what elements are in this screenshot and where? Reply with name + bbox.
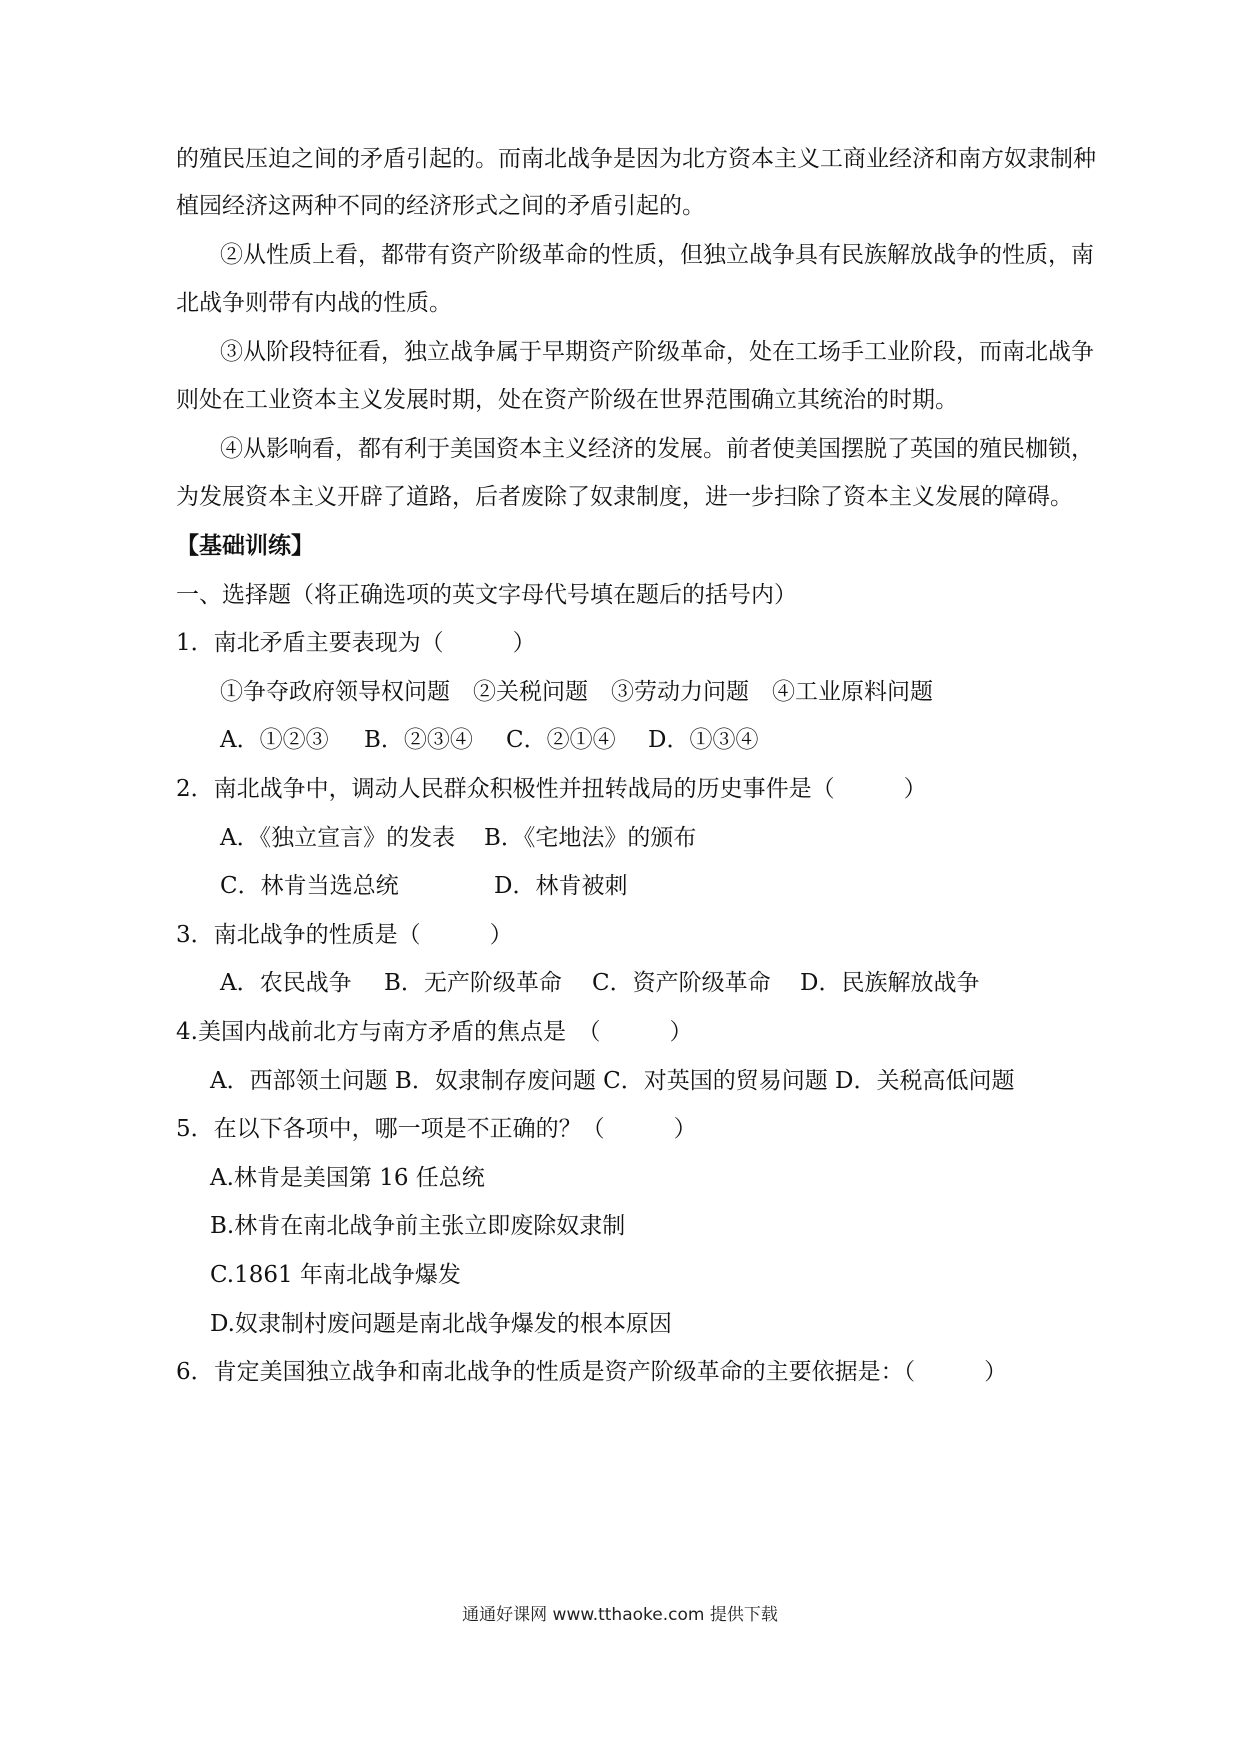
question-stem: 3．南北战争的性质是（ ）	[176, 922, 513, 948]
choice-section-title: 一、选择题（将正确选项的英文字母代号填在题后的括号内）	[176, 582, 797, 608]
option-a: A．《独立宣言》的发表	[220, 825, 456, 851]
question-stem: 5．在以下各项中，哪一项是不正确的？（ ）	[176, 1116, 697, 1142]
option-d: D．民族解放战争	[800, 970, 980, 996]
option-b: B．无产阶级革命	[384, 970, 562, 996]
paragraph-line: ③从阶段特征看，独立战争属于早期资产阶级革命，处在工场手工业阶段，而南北战争	[220, 339, 1094, 365]
option-b: B.林肯在南北战争前主张立即废除奴隶制	[210, 1213, 626, 1239]
option-c: C．林肯当选总统	[220, 873, 399, 899]
paragraph-line: 北战争则带有内战的性质。	[176, 290, 452, 316]
option-a: A.林肯是美国第 16 任总统	[210, 1165, 485, 1191]
question-stem: 6．肯定美国独立战争和南北战争的性质是资产阶级革命的主要依据是：（ ）	[176, 1359, 1008, 1385]
page-footer: 通通好课网 www.tthaoke.com 提供下载	[462, 1605, 778, 1625]
option-d: D．林肯被刺	[494, 873, 628, 899]
option-d: D.奴隶制村废问题是南北战争爆发的根本原因	[210, 1311, 672, 1337]
paragraph-line: 植园经济这两种不同的经济形式之间的矛盾引起的。	[176, 193, 705, 219]
paragraph-line: ④从影响看，都有利于美国资本主义经济的发展。前者使美国摆脱了英国的殖民枷锁，	[220, 436, 1094, 462]
paragraph-line: 为发展资本主义开辟了道路，后者废除了奴隶制度，进一步扫除了资本主义发展的障碍。	[176, 484, 1073, 510]
option-b: B．②③④	[364, 727, 473, 753]
option-a: A．农民战争	[220, 970, 352, 996]
option-c: C．资产阶级革命	[592, 970, 771, 996]
option-d: D．①③④	[648, 727, 759, 753]
question-stem: 2．南北战争中，调动人民群众积极性并扭转战局的历史事件是（ ）	[176, 776, 927, 802]
question-stem: 4.美国内战前北方与南方矛盾的焦点是 （ ）	[176, 1019, 693, 1045]
paragraph-line: 则处在工业资本主义发展时期，处在资产阶级在世界范围确立其统治的时期。	[176, 387, 958, 413]
paragraph-line: 的殖民压迫之间的矛盾引起的。而南北战争是因为北方资本主义工商业经济和南方奴隶制种	[176, 146, 1096, 172]
question-items: ①争夺政府领导权问题 ②关税问题 ③劳动力问题 ④工业原料问题	[220, 679, 933, 705]
paragraph-line: ②从性质上看，都带有资产阶级革命的性质，但独立战争具有民族解放战争的性质，南	[220, 242, 1094, 268]
section-heading: 【基础训练】	[176, 532, 314, 559]
question-options: A．西部领土问题 B．奴隶制存废问题 C．对英国的贸易问题 D．关税高低问题	[210, 1068, 1015, 1094]
option-a: A．①②③	[220, 727, 329, 753]
option-c: C.1861 年南北战争爆发	[210, 1262, 461, 1288]
option-b: B．《宅地法》的颁布	[484, 825, 697, 851]
option-c: C．②①④	[506, 727, 616, 753]
question-stem: 1．南北矛盾主要表现为（ ）	[176, 630, 536, 656]
